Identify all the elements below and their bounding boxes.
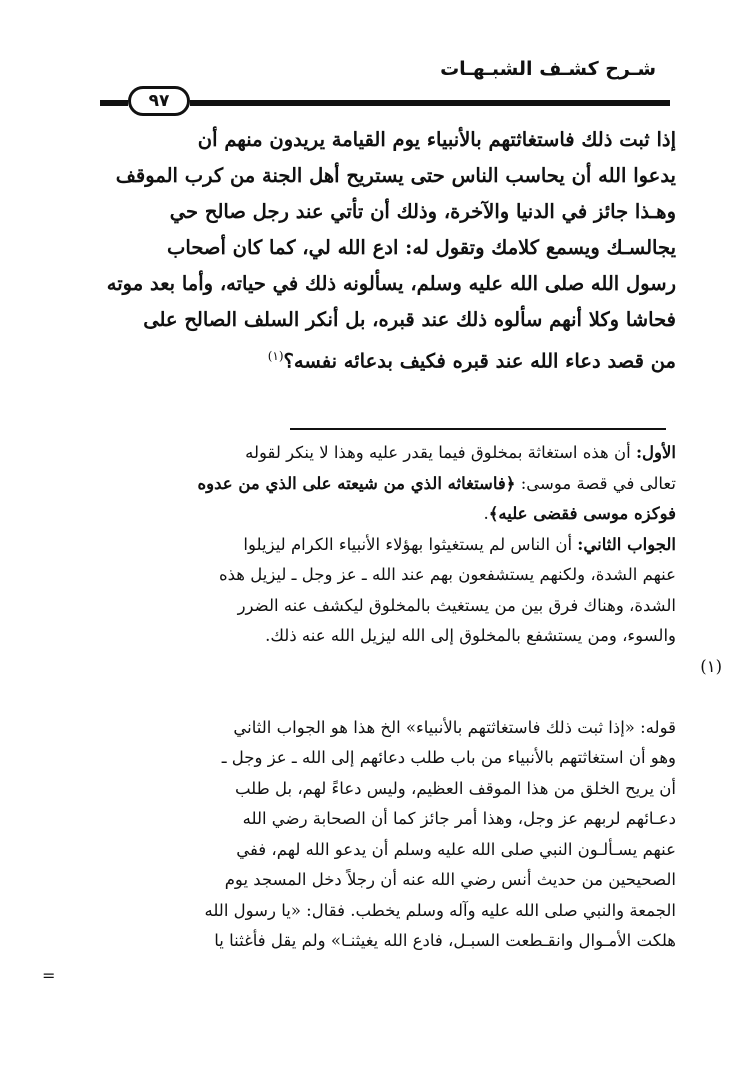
- header-rule-right: [190, 100, 670, 106]
- footnote-first-answer: [86, 438, 676, 530]
- second-answer-lead: الجواب الثاني:: [577, 534, 676, 554]
- first-answer-end: .: [483, 504, 489, 523]
- first-answer-text: أن هذه استغاثة بمخلوق فيما يقدر عليه وهذا لا ينكر لقوله تعالى في قصة موسى:: [245, 443, 676, 493]
- footnote-1: [86, 652, 722, 957]
- continuation-mark: =: [42, 966, 56, 985]
- second-answer-text: أن الناس لم يستغيثوا بهؤلاء الأنبياء الكرام ليزيلوا عنهم الشدة، ولكنهم يستشفعون بهم عند الله ـ عز وجل ـ ليزيل هذه الشدة، وهناك فرق بين من يستغيث بالمخلوق ليكشف عنه الضرر والسوء، ومن يستشفع بالمخلوق إلى الله ليزيل الله عنه ذلك.: [218, 534, 676, 645]
- footnote-reference: (١): [267, 349, 284, 363]
- header-rule-left: [100, 100, 128, 106]
- footnote-1-text: قوله: «إذا ثبت ذلك فاستغاثتهم بالأنبياء» الخ هذا هو الجواب الثاني وهو أن استغاثتهم بالأنبياء من باب طلب دعائهم إلى الله ـ عز وجل ـ أن يريح الخلق من هذا الموقف العظيم، وليس دعاءً لهم، بل طلب دعـائهم لربهم عز وجل، وهذا أمر جائز كما أن الصحابة رضي الله عنهم يسـألـون النبي صلى الله عليه وسلم أن يدعو الله لهم، ففي الصحيحين من حديث أنس رضي الله عنه أن رجلاً دخل المسجد يوم الجمعة والنبي صلى الله عليه وآله وسلم يخطب. فقال: «يا رسول الله هلكت الأمـوال وانقـطعت السبـل، فادع الله يغيثنـا» ولم يقل فأغثنا يا: [204, 717, 676, 950]
- footnote-second-answer: [86, 530, 676, 652]
- quran-quote: ﴿فاستغاثه الذي من شيعته على الذي من عدوه فوكزه موسى فقضى عليه﴾: [197, 473, 676, 523]
- footnote-1-marker: (١): [700, 656, 722, 676]
- footnotes-section: [86, 438, 722, 957]
- main-text-body: إذا ثبت ذلك فاستغاثتهم بالأنبياء يوم القيامة يريدون منهم أن يدعوا الله أن يحاسب الناس حتى يستريح أهل الجنة من كرب الموقف وهـذا جائز في الدنيا والآخرة، وذلك أن تأتي عند رجل صالح حي يجالسـك ويسمع كلامك وتقول له: ادع الله لي، كما كان أصحاب رسول الله صلى الله عليه وسلم، يسألونه ذلك في حياته، وأما بعد موته فحاشا وكلا أنهم سألوه ذلك عند قبره، بل أنكر السلف الصالح على من قصد دعاء الله عند قبره فكيف بدعائه نفسه؟: [106, 128, 676, 373]
- page-number: ٩٧: [128, 86, 190, 116]
- running-title: شـرح كشـف الشبـهـات: [440, 58, 656, 80]
- first-answer-lead: الأول:: [635, 443, 676, 462]
- footnote-separator: [290, 428, 666, 430]
- main-text: [86, 122, 676, 380]
